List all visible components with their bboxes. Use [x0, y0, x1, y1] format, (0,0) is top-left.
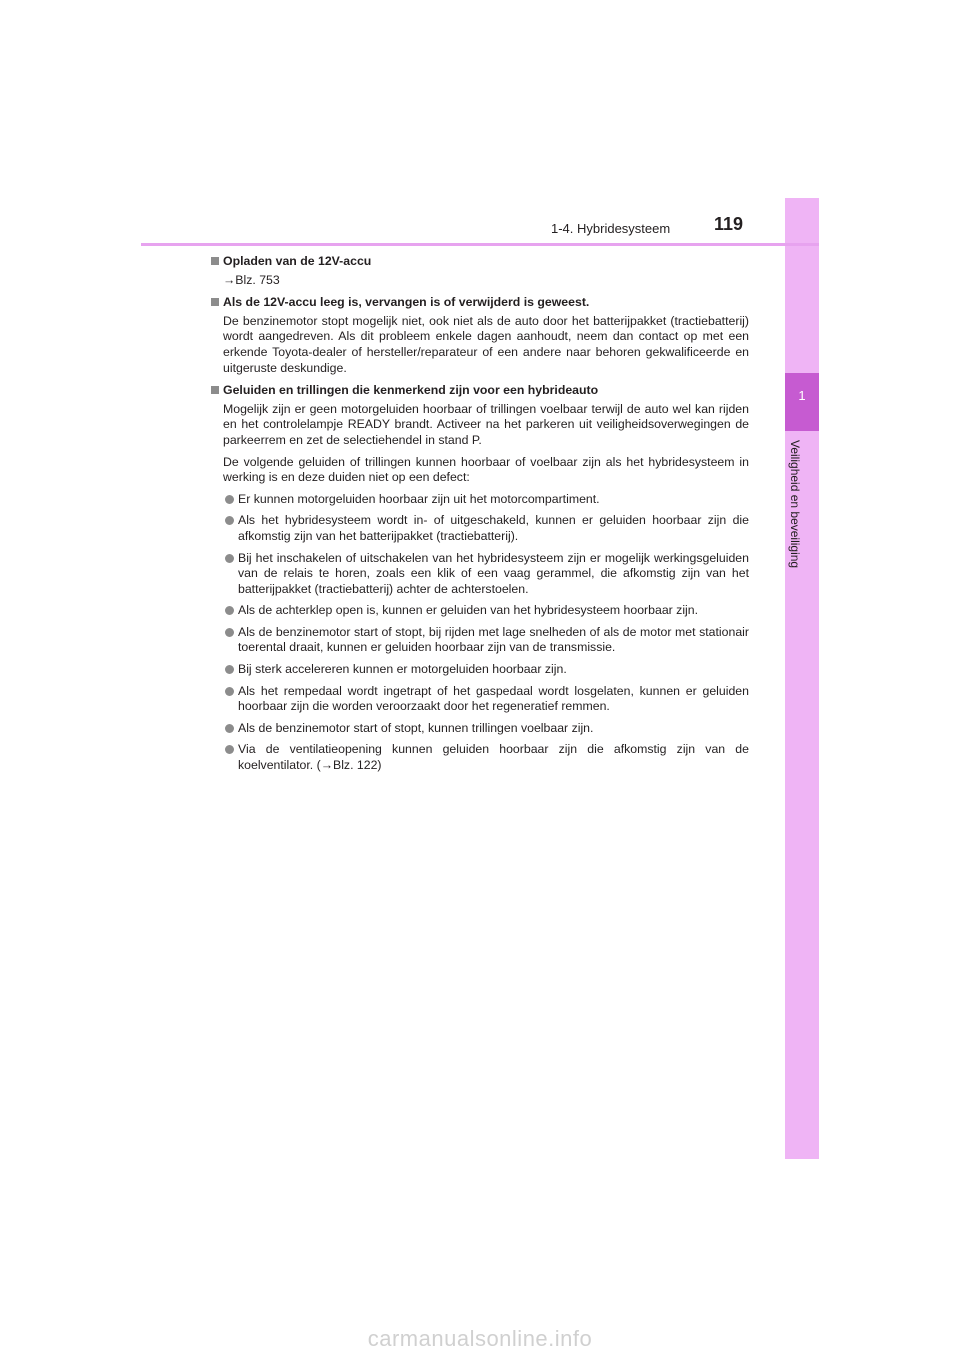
page-body: [211, 254, 749, 781]
bullet-item: [211, 742, 749, 773]
bullet-text: Via de ventilatieopening kunnen geluiden hoorbaar zijn die afkomstig zijn van de koelventilator. (→Blz. 122): [238, 742, 749, 773]
chapter-number: 1: [798, 388, 806, 403]
section-heading: 1-4. Hybridesysteem: [551, 221, 671, 236]
bullet-text: Als de benzinemotor start of stopt, kunnen trillingen voelbaar zijn.: [238, 720, 594, 735]
paragraph: De volgende geluiden of trillingen kunnen hoorbaar of voelbaar zijn als het hybridesysteem in werking is en deze duiden niet op een defect:: [223, 454, 749, 485]
bullet-text: Als het hybridesysteem wordt in- of uitgeschakeld, kunnen er geluiden hoorbaar zijn die afkomstig zijn van het batterijpakket (tractiebatterij).: [238, 513, 749, 543]
section-0: [211, 254, 749, 288]
circle-bullet-icon: [225, 554, 234, 563]
paragraph: Mogelijk zijn er geen motorgeluiden hoorbaar of trillingen voelbaar terwijl de auto wel kan rijden en het controlelampje READY brandt. Activeer na het parkeren uit veiligheidsoverwegingen de parkeerrem en zet de selectiehendel in stand P.: [223, 401, 749, 447]
bullet-text: Bij sterk accelereren kunnen er motorgeluiden hoorbaar zijn.: [238, 662, 567, 677]
section-title-text: Als de 12V-accu leeg is, vervangen is of verwijderd is geweest.: [223, 295, 590, 310]
section-1: [211, 295, 749, 376]
bullet-item: [211, 662, 749, 678]
circle-bullet-icon: [225, 495, 234, 504]
chapter-label: Veiligheid en beveiliging: [788, 440, 802, 569]
section-title-text: Geluiden en trillingen die kenmerkend zijn voor een hybrideauto: [223, 383, 599, 398]
circle-bullet-icon: [225, 606, 234, 615]
circle-bullet-icon: [225, 665, 234, 674]
section-2: [211, 383, 749, 773]
paragraph: →Blz. 753: [223, 272, 280, 287]
square-bullet-icon: [211, 257, 219, 265]
bullet-text: Als de benzinemotor start of stopt, bij rijden met lage snelheden of als de motor met stationair toerental draait, kunnen er geluiden hoorbaar zijn van de transmissie.: [238, 624, 749, 655]
circle-bullet-icon: [225, 745, 234, 754]
circle-bullet-icon: [225, 516, 234, 525]
circle-bullet-icon: [225, 724, 234, 733]
bullet-item: [211, 721, 749, 737]
bullet-text: Als de achterklep open is, kunnen er geluiden van het hybridesysteem hoorbaar zijn.: [238, 603, 699, 618]
bullet-text: Er kunnen motorgeluiden hoorbaar zijn uit het motorcompartiment.: [238, 491, 600, 506]
bullet-text: Als het rempedaal wordt ingetrapt of het gaspedaal wordt losgelaten, kunnen er geluiden hoorbaar zijn die worden veroorzaakt door het regeneratief remmen.: [238, 683, 749, 714]
paragraph: De benzinemotor stopt mogelijk niet, ook niet als de auto door het batterijpakket (tractiebatterij) wordt aangedreven. Als dit probleem enkele dagen aanhoudt, neem dan contact op met een erkende Toyota-dealer of hersteller/reparateur of een andere naar behoren gekwalificeerde en uitgeruste deskundige.: [223, 313, 749, 375]
bullet-text: Bij het inschakelen of uitschakelen van het hybridesysteem zijn er mogelijk werkingsgeluiden van de relais te horen, zoals een klik of een vaag gerammel, die afkomstig zijn van het batterijpakket (tractiebatterij) achter de achterstoelen.: [238, 550, 749, 596]
section-title-text: Opladen van de 12V-accu: [223, 254, 372, 268]
square-bullet-icon: [211, 386, 219, 394]
bullet-item: [211, 513, 749, 544]
section-title: [211, 383, 749, 399]
circle-bullet-icon: [225, 628, 234, 637]
bullet-item: [211, 603, 749, 619]
bullet-item: [211, 492, 749, 508]
section-title: [211, 254, 749, 270]
header-divider: [141, 243, 819, 246]
bullet-item: [211, 684, 749, 715]
page-number: 119: [714, 214, 744, 234]
chapter-side-tab: [785, 198, 819, 1159]
circle-bullet-icon: [225, 687, 234, 696]
bullet-item: [211, 625, 749, 656]
square-bullet-icon: [211, 298, 219, 306]
bullet-item: [211, 551, 749, 598]
watermark: carmanualsonline.info: [367, 1326, 593, 1351]
section-title: [211, 295, 749, 311]
